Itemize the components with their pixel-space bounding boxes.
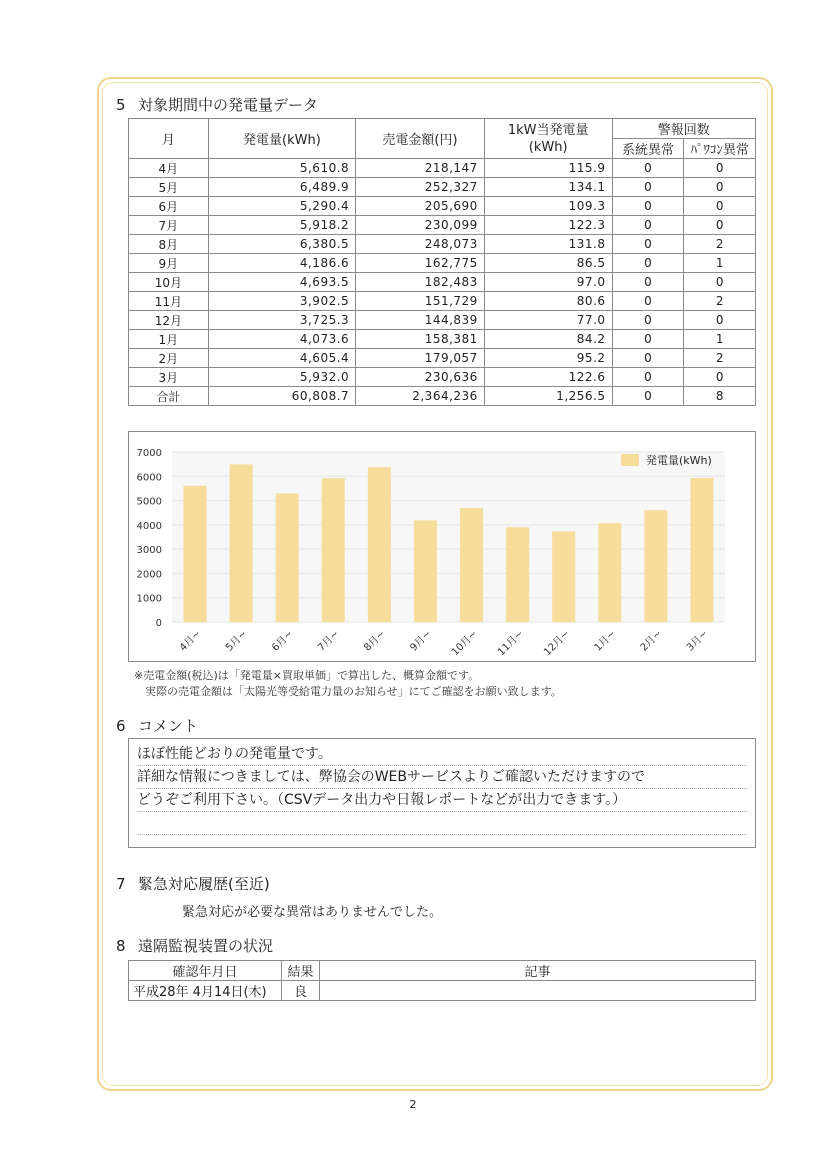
comment-line-2: 詳細な情報につきましては、弊協会のWEBサービスよりご確認いただけますので (137, 766, 747, 789)
section-8-label: 遠隔監視装置の状況 (138, 937, 274, 955)
x-tick-label: 6月~ (270, 628, 296, 654)
cell-pcs-fault: 0 (684, 159, 756, 178)
cell-sales: 144,839 (356, 311, 485, 330)
legend-swatch (621, 454, 639, 466)
cell-sales: 248,073 (356, 235, 485, 254)
table-row (129, 197, 756, 216)
comment-box (128, 738, 756, 848)
legend-label: 発電量(kWh) (646, 454, 712, 467)
y-tick-label: 5000 (136, 496, 162, 508)
x-tick-label: 3月~ (684, 628, 711, 654)
cell-generation: 3,902.5 (208, 292, 356, 311)
cell-sales: 230,099 (356, 216, 485, 235)
x-tick-label: 7月~ (316, 628, 342, 654)
cell-sales: 179,057 (356, 349, 485, 368)
cell-grid-fault: 0 (612, 292, 684, 311)
cell-month: 11月 (129, 292, 209, 311)
y-tick-label: 1000 (136, 593, 162, 605)
y-tick-label: 6000 (136, 472, 162, 484)
cell-grid-fault: 0 (612, 254, 684, 273)
cell-per-kw: 84.2 (484, 330, 612, 349)
plot-area (172, 452, 725, 622)
x-tick-label: 4月~ (177, 628, 204, 654)
cell-sales: 158,381 (356, 330, 485, 349)
total-grid-fault: 0 (612, 387, 684, 406)
cell-generation: 5,918.2 (208, 216, 356, 235)
cell-grid-fault: 0 (612, 178, 684, 197)
header-month: 月 (129, 119, 209, 159)
bar (552, 532, 575, 622)
header-grid-fault: 系統異常 (612, 139, 684, 159)
comment-line-4 (137, 812, 747, 835)
table-row (129, 330, 756, 349)
emergency-history-text: 緊急対応が必要な異常はありませんでした。 (182, 905, 443, 920)
generation-table (128, 118, 756, 406)
cell-pcs-fault: 1 (684, 330, 756, 349)
header-per-kw (484, 119, 612, 159)
header-sales: 売電金額(円) (356, 119, 485, 159)
x-tick-label: 11月~ (495, 628, 526, 659)
table-row (129, 368, 756, 387)
x-tick-label: 1月~ (592, 628, 618, 654)
cell-sales: 218,147 (356, 159, 485, 178)
cell-per-kw: 134.1 (484, 178, 612, 197)
cell-generation: 5,610.8 (208, 159, 356, 178)
table-row (129, 311, 756, 330)
monitor-status-table (128, 960, 756, 1001)
cell-generation: 3,725.3 (208, 311, 356, 330)
cell-per-kw: 80.6 (484, 292, 612, 311)
y-tick-label: 0 (155, 618, 162, 629)
cell-grid-fault: 0 (612, 368, 684, 387)
section-5-title (116, 94, 318, 115)
cell-grid-fault: 0 (612, 197, 684, 216)
y-tick-label: 4000 (136, 520, 162, 532)
cell-per-kw: 131.8 (484, 235, 612, 254)
x-tick-label: 10月~ (449, 628, 480, 659)
bar (414, 520, 437, 622)
cell-grid-fault: 0 (612, 330, 684, 349)
cell-generation: 4,605.4 (208, 349, 356, 368)
cell-pcs-fault: 0 (684, 197, 756, 216)
table-row (129, 292, 756, 311)
cell-grid-fault: 0 (612, 349, 684, 368)
table-row (129, 235, 756, 254)
chart-note-1: ※売電金額(税込)は「発電量×買取単価」で算出した、概算金額です。 (134, 669, 480, 682)
table-row (129, 254, 756, 273)
x-tick-label: 2月~ (638, 628, 664, 654)
cell-sales: 162,775 (356, 254, 485, 273)
section-7-number: 7 (116, 875, 126, 893)
y-tick-label: 3000 (136, 545, 162, 557)
chart-container (128, 431, 756, 662)
x-tick-label: 5月~ (223, 628, 250, 654)
cell-sales: 230,636 (356, 368, 485, 387)
cell-generation: 5,932.0 (208, 368, 356, 387)
cell-per-kw: 122.3 (484, 216, 612, 235)
x-tick-label: 9月~ (408, 628, 434, 654)
cell-per-kw: 86.5 (484, 254, 612, 273)
generation-bar-chart (129, 432, 755, 661)
x-tick-label: 12月~ (542, 628, 572, 659)
cell-month: 4月 (129, 159, 209, 178)
cell-grid-fault: 0 (612, 235, 684, 254)
cell-month: 9月 (129, 254, 209, 273)
bar (690, 478, 713, 622)
bar (230, 464, 253, 622)
cell-month: 8月 (129, 235, 209, 254)
section-8-number: 8 (116, 937, 126, 955)
x-tick-label: 8月~ (362, 628, 388, 654)
total-pcs-fault: 8 (684, 387, 756, 406)
cell-month: 7月 (129, 216, 209, 235)
cell-grid-fault: 0 (612, 273, 684, 292)
comment-line-1: ほぼ性能どおりの発電量です。 (137, 743, 747, 766)
section-6-label: コメント (138, 717, 199, 735)
cell-grid-fault: 0 (612, 159, 684, 178)
table-row (129, 159, 756, 178)
section-5-number: 5 (116, 96, 126, 114)
table-row (129, 273, 756, 292)
bar (184, 486, 207, 622)
total-generation: 60,808.7 (208, 387, 356, 406)
cell-month: 6月 (129, 197, 209, 216)
cell-pcs-fault: 0 (684, 311, 756, 330)
header-generation: 発電量(kWh) (208, 119, 356, 159)
header-pcs-fault: ﾊﾟﾜｺﾝ異常 (684, 139, 756, 159)
table-row (129, 178, 756, 197)
cell-sales: 151,729 (356, 292, 485, 311)
monitor-note (320, 981, 756, 1001)
y-tick-label: 7000 (136, 448, 162, 459)
monitor-header-note: 記事 (320, 961, 756, 981)
header-per-kw-line2: (kWh) (528, 139, 568, 155)
cell-generation: 4,693.5 (208, 273, 356, 292)
header-alarms: 警報回数 (612, 119, 755, 139)
monitor-date: 平成28年 4月14日(木) (129, 981, 282, 1001)
cell-per-kw: 97.0 (484, 273, 612, 292)
cell-pcs-fault: 1 (684, 254, 756, 273)
cell-generation: 4,186.6 (208, 254, 356, 273)
cell-generation: 5,290.4 (208, 197, 356, 216)
monitor-result: 良 (282, 981, 320, 1001)
cell-per-kw: 122.6 (484, 368, 612, 387)
cell-month: 2月 (129, 349, 209, 368)
cell-pcs-fault: 2 (684, 349, 756, 368)
cell-month: 3月 (129, 368, 209, 387)
bar (644, 510, 667, 622)
cell-pcs-fault: 0 (684, 273, 756, 292)
cell-sales: 182,483 (356, 273, 485, 292)
cell-pcs-fault: 2 (684, 292, 756, 311)
cell-pcs-fault: 0 (684, 216, 756, 235)
cell-per-kw: 109.3 (484, 197, 612, 216)
total-label: 合計 (129, 387, 209, 406)
cell-month: 12月 (129, 311, 209, 330)
section-8-title (116, 935, 273, 956)
monitor-header-date: 確認年月日 (129, 961, 282, 981)
bar (368, 467, 391, 622)
bar (598, 523, 621, 622)
page-number: 2 (409, 1098, 417, 1111)
section-6-title (116, 715, 198, 736)
cell-month: 1月 (129, 330, 209, 349)
section-6-number: 6 (116, 717, 126, 735)
monitor-header-result: 結果 (282, 961, 320, 981)
cell-per-kw: 95.2 (484, 349, 612, 368)
cell-pcs-fault: 0 (684, 178, 756, 197)
table-row (129, 349, 756, 368)
cell-pcs-fault: 2 (684, 235, 756, 254)
bar (460, 508, 483, 622)
bar (322, 478, 345, 622)
section-7-label: 緊急対応履歴(至近) (138, 875, 270, 893)
total-sales: 2,364,236 (356, 387, 485, 406)
cell-generation: 6,380.5 (208, 235, 356, 254)
cell-per-kw: 115.9 (484, 159, 612, 178)
cell-month: 10月 (129, 273, 209, 292)
table-row (129, 216, 756, 235)
cell-per-kw: 77.0 (484, 311, 612, 330)
cell-grid-fault: 0 (612, 311, 684, 330)
cell-sales: 205,690 (356, 197, 485, 216)
section-7-title (116, 873, 270, 894)
header-per-kw-line1: 1kW当発電量 (507, 122, 589, 138)
chart-note-2: 実際の売電金額は「太陽光等受給電力量のお知らせ」にてご確認をお願い致します。 (145, 685, 562, 698)
y-tick-label: 2000 (136, 569, 162, 581)
cell-pcs-fault: 0 (684, 368, 756, 387)
bar (276, 494, 299, 622)
total-per-kw: 1,256.5 (484, 387, 612, 406)
comment-line-3: どうぞご利用下さい。（CSVデータ出力や日報レポートなどが出力できます。） (137, 789, 747, 812)
bar (506, 527, 529, 622)
cell-grid-fault: 0 (612, 216, 684, 235)
cell-sales: 252,327 (356, 178, 485, 197)
cell-generation: 6,489.9 (208, 178, 356, 197)
cell-month: 5月 (129, 178, 209, 197)
section-5-label: 対象期間中の発電量データ (138, 96, 319, 114)
cell-generation: 4,073.6 (208, 330, 356, 349)
